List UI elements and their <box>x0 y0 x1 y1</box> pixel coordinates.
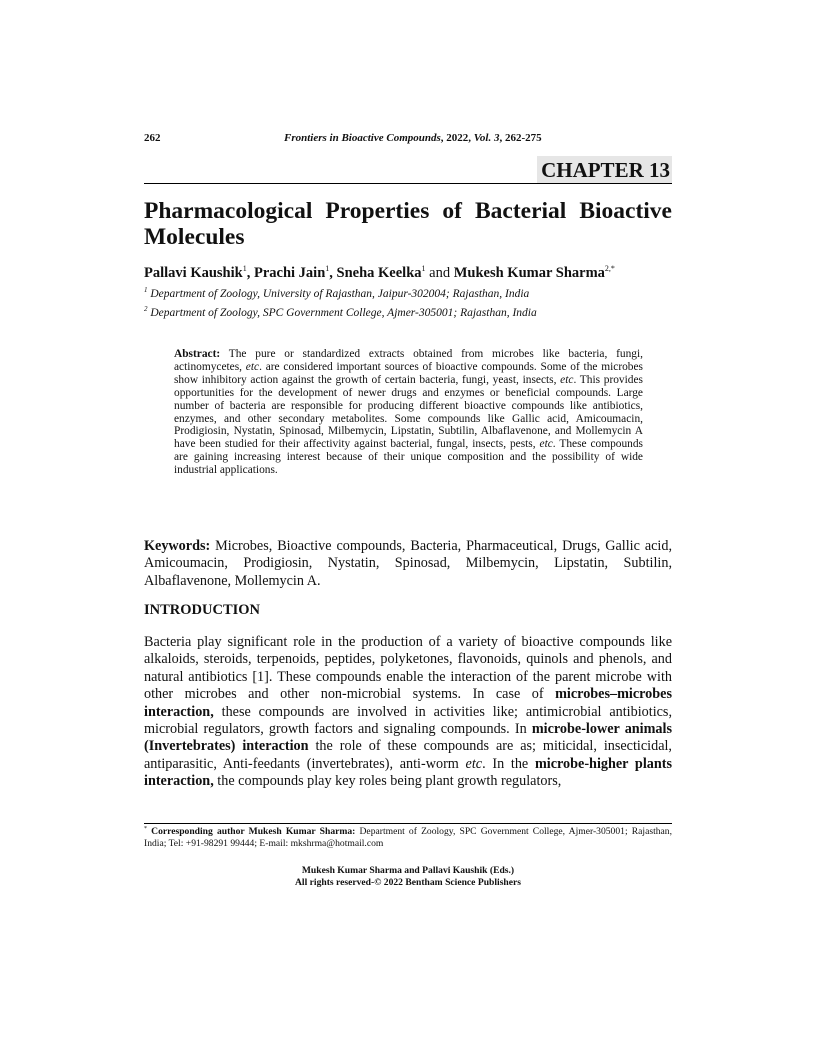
footnote <box>144 826 672 850</box>
section-heading-introduction: INTRODUCTION <box>144 602 261 618</box>
affiliation-mark: 1 <box>144 286 148 295</box>
body-text: the role of these compounds are as; miticidal, insecticidal, antiparasitic, Anti-feedants (invertebrates), anti-worm <box>144 738 672 772</box>
abstract-text: . This provides opportunities for the development of newer drugs and enzymes or beneficial compounds. Large number of bacteria are responsible for producing different bioactive compounds like antibiotics, enzymes, and other secondary metabolites. Some compounds like Gallic acid, Amicoumacin, Prodigiosin, Nystatin, Spinosad, Milbemycin, Lipstatin, Subtilin, Albaflavenone, and Mollemycin A have been studied for their affectivity against bacterial, fungal, insects, pests, <box>174 373 643 451</box>
abstract-etc: etc <box>560 373 574 386</box>
abstract <box>174 348 643 477</box>
author-list: Pallavi Kaushik$^1$, Prachi Jain$^1$, Sneha Keelka$^1$ and Mukesh Kumar Sharma$^{2,*}$ <box>144 264 615 281</box>
journal-volume: Vol. 3 <box>473 132 500 144</box>
affiliation-1 <box>144 287 672 301</box>
abstract-etc: etc <box>245 360 260 373</box>
body-text: the compounds play key roles being plant growth regulators, <box>213 773 562 790</box>
author-affiliation-mark: 1 <box>421 264 426 274</box>
journal-name: Frontiers in Bioactive Compounds <box>284 132 441 144</box>
page-number: 262 <box>144 132 161 144</box>
chapter-label: CHAPTER 13 <box>537 156 672 183</box>
introduction-paragraph <box>144 634 672 791</box>
author-affiliation-mark: 2,* <box>604 264 615 274</box>
affiliation-text: Department of Zoology, SPC Government College, Ajmer-305001; Rajasthan, India <box>147 307 537 319</box>
keywords <box>144 538 672 590</box>
keywords-text: Microbes, Bioactive compounds, Bacteria, Pharmaceutical, Drugs, Gallic acid, Amicoumacin, Prodigiosin, Nystatin, Spinosad, Milbemycin, Lipstatin, Subtilin, Albaflavenone, Mollemycin A. <box>144 538 672 589</box>
author-affiliation-mark: 1 <box>242 264 247 274</box>
abstract-text: The pure or standardized extracts obtained from microbes like bacteria, fungi, actinomycetes, <box>174 348 643 373</box>
body-text: these compounds are involved in activities like; antimicrobial antibiotics, microbial regulators, growth factors and signaling compounds. In <box>144 703 672 738</box>
affiliation-text: Department of Zoology, University of Rajasthan, Jaipur-302004; Rajasthan, India <box>147 288 530 300</box>
body-emphasis: microbe-lower animals (Invertebrates) interaction <box>144 721 672 755</box>
footnote-rule <box>144 823 672 824</box>
affiliation-mark: 2 <box>144 305 148 314</box>
author-affiliation-mark: 1 <box>325 264 330 274</box>
affiliation-2 <box>144 306 672 320</box>
footnote-mark: * <box>144 825 147 832</box>
author-name: Prachi Jain <box>253 265 326 281</box>
publisher-editors: Mukesh Kumar Sharma and Pallavi Kaushik (Eds.) <box>301 865 515 876</box>
header-rule <box>144 183 672 184</box>
journal-citation <box>284 132 542 144</box>
abstract-text: . These compounds are gaining increasing interest because of their unique composition and the possibility of wide industrial applications. <box>174 438 643 477</box>
abstract-label: Abstract: <box>174 348 221 360</box>
author-name: Mukesh Kumar Sharma <box>453 265 605 281</box>
publisher-rights: All rights reserved-© 2022 Bentham Science Publishers <box>294 877 522 888</box>
footnote-label: Corresponding author Mukesh Kumar Sharma: <box>147 826 356 837</box>
abstract-text: . are considered important sources of bioactive compounds. Some of the microbes show inhibitory action against the growth of certain bacteria, fungi, yeast, insects, <box>174 360 643 386</box>
abstract-etc: etc <box>539 438 553 451</box>
journal-year: , 2022, <box>440 132 474 144</box>
author-conjunction: and <box>425 265 454 281</box>
body-emphasis: microbe-higher plants interaction, <box>144 755 672 790</box>
journal-pages: , 262-275 <box>499 132 542 144</box>
author-name: Pallavi Kaushik <box>144 265 243 281</box>
page-title: Pharmacological Properties of Bacterial Bioactive Molecules <box>144 198 672 250</box>
body-etc: etc <box>465 755 483 772</box>
body-text: Bacteria play significant role in the production of a variety of bioactive compounds like alkaloids, steroids, terpenoids, peptides, polyketones, flavonoids, quinols and phenols, and natural antibiotics [1]. These compounds enable the interaction of the parent microbe with other microbes and other non-microbial systems. In case of <box>144 634 672 703</box>
body-emphasis: microbes–microbes interaction, <box>144 686 672 720</box>
body-text: . In the <box>482 755 535 772</box>
footnote-text: Department of Zoology, SPC Government College, Ajmer-305001; Rajasthan, India; Tel: +91-98291 99444; E-mail: mkshrma@hotmail.com <box>144 826 672 849</box>
keywords-label: Keywords: <box>144 538 211 554</box>
author-name: Sneha Keelka <box>336 265 422 281</box>
